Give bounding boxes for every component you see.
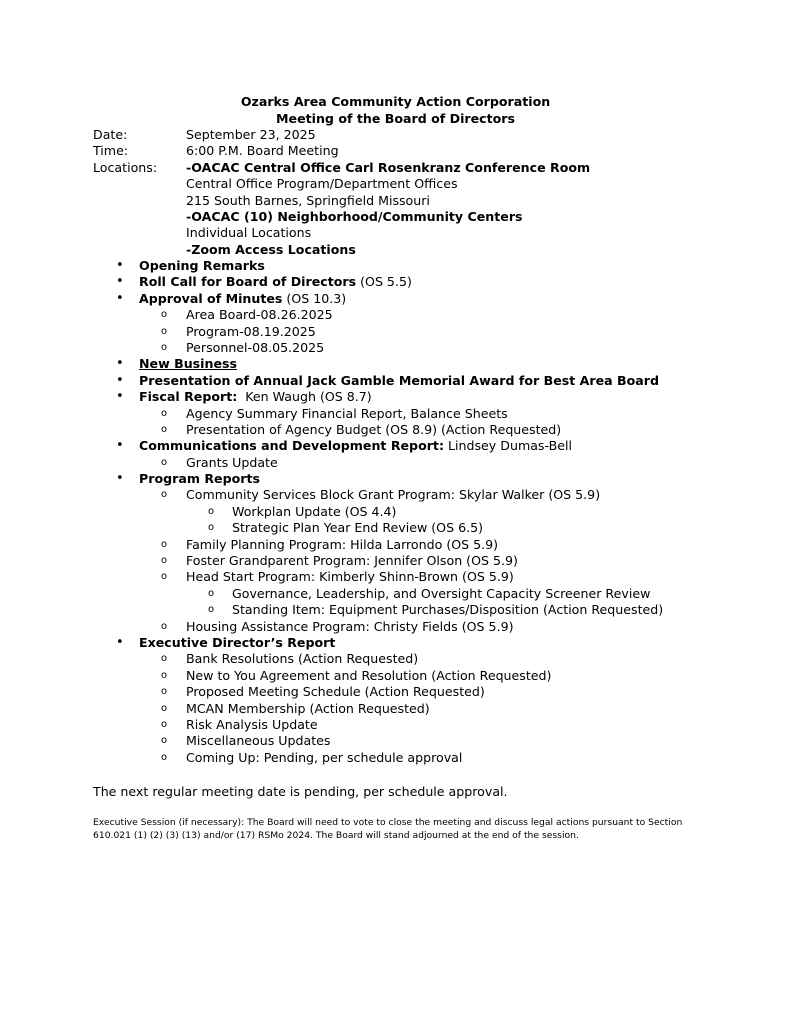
minutes-personnel: Personnel-08.05.2025 — [186, 339, 325, 355]
circle-bullet-icon: o — [208, 587, 215, 599]
sub-item — [0, 569, 791, 585]
fiscal-presenter: Ken Waugh (OS 8.7) — [237, 389, 372, 405]
date-value: September 23, 2025 — [186, 127, 316, 142]
circle-bullet-icon: o — [161, 620, 168, 632]
circle-bullet-icon: o — [161, 456, 168, 468]
circle-bullet-icon: o — [161, 669, 168, 681]
sub-item — [0, 750, 791, 766]
circle-bullet-icon: o — [161, 407, 168, 419]
organization-title: Ozarks Area Community Action Corporation — [240, 94, 551, 109]
roll-call-label: Roll Call for Board of Directors — [139, 274, 357, 290]
sub-item — [0, 684, 791, 700]
circle-bullet-icon: o — [161, 718, 168, 730]
circle-bullet-icon: o — [161, 555, 168, 567]
sub-sub-item — [0, 504, 791, 520]
circle-bullet-icon: o — [161, 751, 168, 763]
sub-item — [0, 422, 791, 438]
agenda-list — [0, 258, 791, 766]
sub-item — [0, 307, 791, 323]
sub-sub-item — [0, 602, 791, 618]
minutes-program: Program-08.19.2025 — [186, 323, 316, 339]
circle-bullet-icon: o — [161, 325, 168, 337]
fiscal-label: Fiscal Report: — [139, 389, 238, 405]
approval-ref: (OS 10.3) — [282, 290, 347, 306]
sub-item — [0, 668, 791, 684]
grants-update: Grants Update — [186, 454, 278, 470]
circle-bullet-icon: o — [161, 735, 168, 747]
agency-budget: Presentation of Agency Budget (OS 8.9) (Action Requested) — [186, 421, 562, 437]
sub-item — [0, 553, 791, 569]
roll-call — [139, 274, 412, 290]
communications-report — [139, 438, 572, 454]
governance-review: Governance, Leadership, and Oversight Capacity Screener Review — [232, 585, 651, 601]
strategic-plan-review: Strategic Plan Year End Review (OS 6.5) — [232, 520, 484, 536]
agenda-item — [0, 471, 791, 487]
head-start-program: Head Start Program: Kimberly Shinn-Brown (OS 5.9) — [186, 569, 514, 585]
risk-analysis-update: Risk Analysis Update — [186, 716, 318, 732]
mcan-membership: MCAN Membership (Action Requested) — [186, 700, 430, 716]
circle-bullet-icon: o — [161, 538, 168, 550]
minutes-area-board: Area Board-08.26.2025 — [186, 307, 333, 323]
executive-director-report: Executive Director’s Report — [139, 634, 336, 650]
agenda-item — [0, 258, 791, 274]
agenda-item — [0, 438, 791, 454]
sub-sub-item — [0, 586, 791, 602]
next-meeting-note: The next regular meeting date is pending, per schedule approval. — [93, 784, 508, 799]
bullet-icon: • — [116, 290, 124, 306]
new-business: New Business — [139, 356, 237, 372]
agenda-item — [0, 274, 791, 290]
bullet-icon: • — [116, 471, 124, 487]
circle-bullet-icon: o — [161, 702, 168, 714]
roll-call-ref: (OS 5.5) — [356, 274, 412, 290]
bullet-icon: • — [116, 258, 124, 273]
fiscal-report — [139, 389, 372, 405]
circle-bullet-icon: o — [161, 309, 168, 321]
comms-label: Communications and Development Report: — [139, 438, 444, 454]
sub-sub-item — [0, 520, 791, 536]
circle-bullet-icon: o — [161, 423, 168, 435]
circle-bullet-icon: o — [161, 653, 168, 665]
circle-bullet-icon: o — [161, 341, 168, 353]
circle-bullet-icon: o — [208, 505, 215, 517]
date-label: Date: — [93, 127, 128, 142]
sub-item — [0, 340, 791, 356]
bullet-icon: • — [116, 389, 124, 405]
coming-up: Coming Up: Pending, per schedule approval — [186, 749, 463, 765]
sub-item — [0, 619, 791, 635]
new-to-you-agreement: New to You Agreement and Resolution (Action Requested) — [186, 667, 552, 683]
approval-of-minutes — [139, 291, 346, 307]
location-community-centers: -OACAC (10) Neighborhood/Community Centers — [186, 208, 523, 224]
proposed-meeting-schedule: Proposed Meeting Schedule (Action Requested) — [186, 684, 485, 700]
foster-grandparent-program: Foster Grandparent Program: Jennifer Olson (OS 5.9) — [186, 553, 518, 569]
sub-item — [0, 733, 791, 749]
sub-item — [0, 406, 791, 422]
circle-bullet-icon: o — [161, 686, 168, 698]
agenda-item — [0, 356, 791, 372]
location-central-office: -OACAC Central Office Carl Rosenkranz Conference Room — [186, 159, 591, 175]
sub-item — [0, 455, 791, 471]
location-zoom: -Zoom Access Locations — [186, 241, 356, 257]
award-presentation: Presentation of Annual Jack Gamble Memorial Award for Best Area Board — [139, 372, 660, 388]
time-label: Time: — [93, 143, 129, 159]
csbg-program: Community Services Block Grant Program: Skylar Walker (OS 5.9) — [186, 487, 601, 503]
miscellaneous-updates: Miscellaneous Updates — [186, 733, 331, 749]
sub-item — [0, 537, 791, 553]
equipment-purchases: Standing Item: Equipment Purchases/Disposition (Action Requested) — [232, 602, 664, 618]
bank-resolutions: Bank Resolutions (Action Requested) — [186, 651, 419, 667]
housing-assistance-program: Housing Assistance Program: Christy Fields (OS 5.9) — [186, 618, 514, 634]
location-central-office-detail: Central Office Program/Department Offices — [186, 176, 458, 192]
bullet-icon: • — [116, 438, 124, 454]
financial-report: Agency Summary Financial Report, Balance Sheets — [186, 405, 508, 421]
circle-bullet-icon: o — [161, 571, 168, 583]
sub-item — [0, 651, 791, 667]
bullet-icon: • — [116, 356, 124, 372]
location-central-office-address: 215 South Barnes, Springfield Missouri — [186, 192, 430, 208]
agenda-item — [0, 373, 791, 389]
comms-presenter: Lindsey Dumas-Bell — [444, 438, 572, 454]
executive-session-note: Executive Session (if necessary): The Board will need to vote to close the meeting and discuss legal actions pursuant to Section 610.021 (1) (2) (3) (13) and/or (17) RSMo 2024. The Board will stand adjourned at the end of the session. — [93, 817, 683, 841]
location-community-centers-detail: Individual Locations — [186, 225, 312, 241]
circle-bullet-icon: o — [208, 604, 215, 616]
time-value: 6:00 P.M. Board Meeting — [186, 143, 339, 159]
bullet-icon: • — [116, 274, 124, 290]
workplan-update: Workplan Update (OS 4.4) — [232, 503, 397, 519]
opening-remarks: Opening Remarks — [139, 258, 265, 273]
sub-item — [0, 487, 791, 503]
family-planning-program: Family Planning Program: Hilda Larrondo (OS 5.9) — [186, 536, 499, 552]
locations-label: Locations: — [93, 159, 158, 175]
sub-item — [0, 717, 791, 733]
agenda-item — [0, 291, 791, 307]
circle-bullet-icon: o — [161, 489, 168, 501]
agenda-item — [0, 389, 791, 405]
agenda-item — [0, 635, 791, 651]
meeting-title: Meeting of the Board of Directors — [276, 111, 515, 126]
sub-item — [0, 324, 791, 340]
bullet-icon: • — [116, 372, 124, 388]
sub-item — [0, 701, 791, 717]
approval-label: Approval of Minutes — [139, 290, 283, 306]
bullet-icon: • — [116, 634, 124, 650]
circle-bullet-icon: o — [208, 522, 215, 534]
program-reports: Program Reports — [139, 471, 260, 487]
